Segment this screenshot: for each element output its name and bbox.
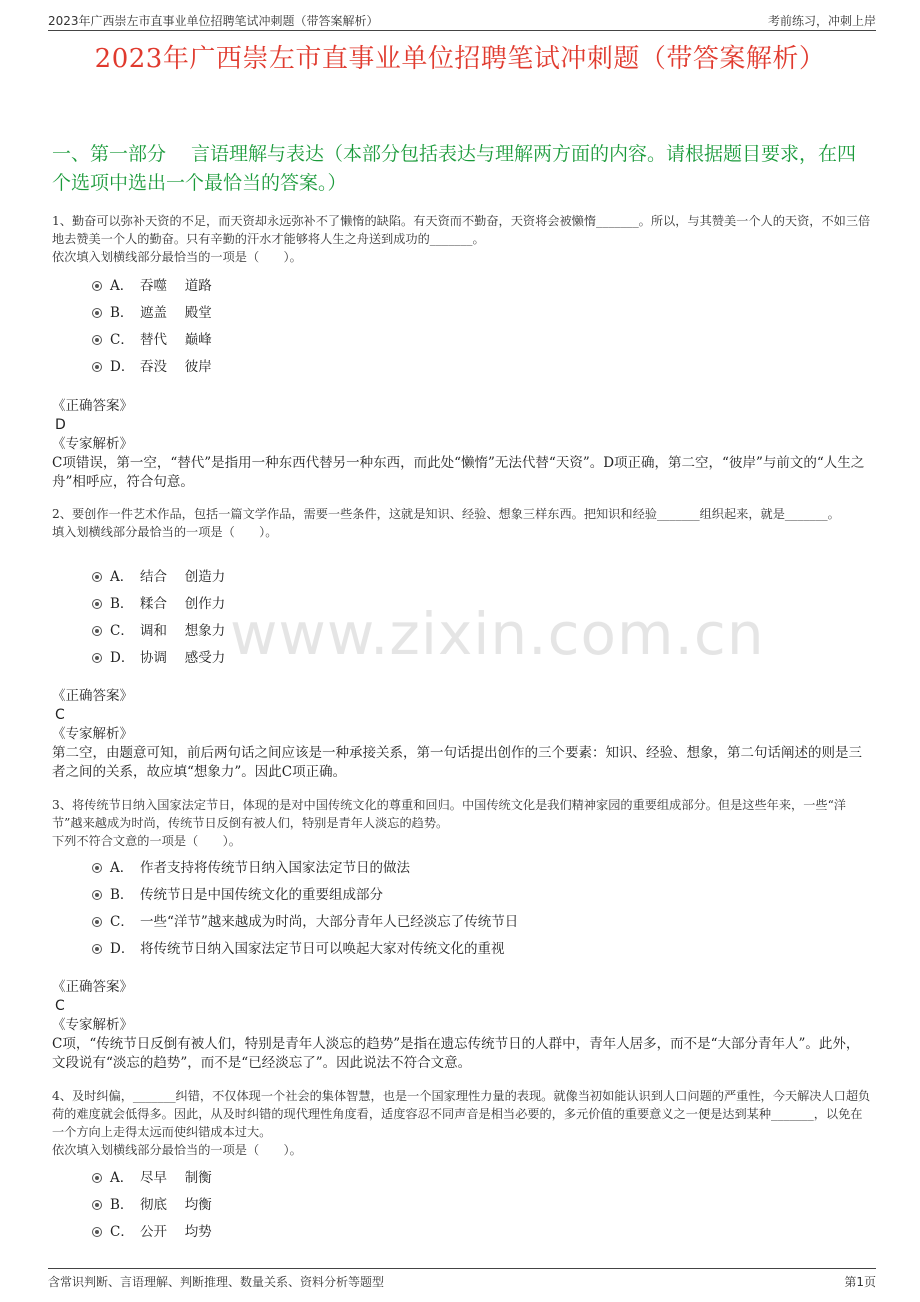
question-stem: 1、勤奋可以弥补天资的不足，而天资却永远弥补不了懒惰的缺陷。有天资而不勤奋，天资将会被懒惰_______。所以，与其赞美一个人的天资，不如三倍地去赞美一个人的勤奋。只有辛勤的汗水才能够将人生之舟送到成功的_______。 bbox=[52, 214, 871, 246]
answer-label: 《正确答案》 bbox=[52, 688, 133, 704]
answer-value: C bbox=[55, 998, 65, 1014]
page-title: 2023年广西崇左市直事业单位招聘笔试冲刺题（带答案解析） bbox=[94, 44, 826, 74]
option-a[interactable]: A． 吞噬 道路 bbox=[92, 270, 792, 297]
explain-label: 《专家解析》 bbox=[52, 726, 133, 742]
question-1 bbox=[52, 212, 872, 266]
option-a[interactable]: A． 作者支持将传统节日纳入国家法定节日的做法 bbox=[92, 852, 792, 879]
option-a[interactable]: A． 尽早 制衡 bbox=[92, 1162, 792, 1189]
radio-icon[interactable] bbox=[92, 1200, 102, 1210]
option-a[interactable]: A． 结合 创造力 bbox=[92, 561, 792, 588]
option-c[interactable]: C． 公开 均势 bbox=[92, 1216, 792, 1243]
question-4 bbox=[52, 1087, 872, 1159]
footer-topics: 含常识判断、言语理解、判断推理、数量关系、资料分析等题型 bbox=[48, 1275, 385, 1289]
radio-icon[interactable] bbox=[92, 944, 102, 954]
options-3 bbox=[92, 852, 792, 960]
explain-label: 《专家解析》 bbox=[52, 436, 133, 452]
option-d[interactable]: D． 将传统节日纳入国家法定节日可以唤起大家对传统文化的重视 bbox=[92, 933, 792, 960]
watermark: www.zixin.com.cn bbox=[230, 600, 765, 668]
radio-icon[interactable] bbox=[92, 1227, 102, 1237]
question-prompt: 依次填入划横线部分最恰当的一项是（ ）。 bbox=[52, 250, 302, 264]
explain-text: C项，“传统节日反倒有被人们，特别是青年人淡忘的趋势”是指在遗忘传统节日的人群中，青年人居多，而不是“大部分青年人”。此外，文段说有“淡忘的趋势”，而不是“已经淡忘了”。因此说法不符合文意。 bbox=[52, 1036, 860, 1071]
radio-icon[interactable] bbox=[92, 917, 102, 927]
radio-icon[interactable] bbox=[92, 626, 102, 636]
page-header bbox=[48, 8, 876, 31]
answer-value: D bbox=[55, 417, 66, 433]
answer-label: 《正确答案》 bbox=[52, 398, 133, 414]
section-heading: 一、第一部分 言语理解与表达（本部分包括表达与理解两方面的内容。请根据题目要求，在四个选项中选出一个最恰当的答案。） bbox=[52, 143, 857, 194]
answer-value: C bbox=[55, 707, 65, 723]
answer-block-1 bbox=[52, 397, 872, 492]
radio-icon[interactable] bbox=[92, 362, 102, 372]
radio-icon[interactable] bbox=[92, 1173, 102, 1183]
answer-block-2 bbox=[52, 687, 872, 782]
option-d[interactable]: D． 吞没 彼岸 bbox=[92, 351, 792, 378]
radio-icon[interactable] bbox=[92, 281, 102, 291]
explain-label: 《专家解析》 bbox=[52, 1017, 133, 1033]
option-c[interactable]: C． 调和 想象力 bbox=[92, 615, 792, 642]
options-1 bbox=[92, 270, 792, 378]
question-stem: 3、将传统节日纳入国家法定节日，体现的是对中国传统文化的尊重和回归。中国传统文化是我们精神家园的重要组成部分。但是这些年来，一些“洋节”越来越成为时尚，传统节日反倒有被人们，特别是青年人淡忘的趋势。 bbox=[52, 798, 846, 830]
question-prompt: 依次填入划横线部分最恰当的一项是（ ）。 bbox=[52, 1143, 302, 1157]
page-number: 第1页 bbox=[844, 1275, 876, 1289]
question-prompt: 下列不符合文意的一项是（ ）。 bbox=[52, 834, 241, 848]
explain-text: 第二空，由题意可知，前后两句话之间应该是一种承接关系，第一句话提出创作的三个要素：知识、经验、想象，第二句话阐述的则是三者之间的关系，故应填“想象力”。因此C项正确。 bbox=[52, 745, 862, 780]
radio-icon[interactable] bbox=[92, 890, 102, 900]
page-footer bbox=[48, 1268, 876, 1291]
question-stem: 2、要创作一件艺术作品，包括一篇文学作品，需要一些条件，这就是知识、经验、想象三样东西。把知识和经验_______组织起来，就是_______。 bbox=[52, 507, 840, 521]
question-prompt: 填入划横线部分最恰当的一项是（ ）。 bbox=[52, 525, 278, 539]
radio-icon[interactable] bbox=[92, 572, 102, 582]
header-doc-title: 2023年广西崇左市直事业单位招聘笔试冲刺题（带答案解析） bbox=[48, 14, 379, 28]
answer-label: 《正确答案》 bbox=[52, 979, 133, 995]
option-b[interactable]: B． 遮盖 殿堂 bbox=[92, 297, 792, 324]
answer-block-3 bbox=[52, 978, 872, 1073]
options-2 bbox=[92, 561, 792, 669]
option-b[interactable]: B． 糅合 创作力 bbox=[92, 588, 792, 615]
radio-icon[interactable] bbox=[92, 335, 102, 345]
option-c[interactable]: C． 一些“洋节”越来越成为时尚，大部分青年人已经淡忘了传统节日 bbox=[92, 906, 792, 933]
options-4 bbox=[92, 1162, 792, 1243]
radio-icon[interactable] bbox=[92, 308, 102, 318]
question-3 bbox=[52, 796, 872, 850]
explain-text: C项错误，第一空，“替代”是指用一种东西代替另一种东西，而此处“懒惰”无法代替“天资”。D项正确，第二空，“彼岸”与前文的“人生之舟”相呼应，符合句意。 bbox=[52, 455, 865, 490]
option-c[interactable]: C． 替代 巅峰 bbox=[92, 324, 792, 351]
question-stem: 4、及时纠偏，_______纠错，不仅体现一个社会的集体智慧，也是一个国家理性力量的表现。就像当初如能认识到人口问题的严重性，今天解决人口超负荷的难度就会低得多。因此，从及时纠错的现代理性角度看，适度容忍不同声音是相当必要的，多元价值的重要意义之一便是达到某种_______，以免在一个方向上走得太远而使纠错成本过大。 bbox=[52, 1089, 871, 1139]
radio-icon[interactable] bbox=[92, 599, 102, 609]
option-b[interactable]: B． 彻底 均衡 bbox=[92, 1189, 792, 1216]
header-slogan: 考前练习，冲刺上岸 bbox=[767, 14, 876, 28]
option-d[interactable]: D． 协调 感受力 bbox=[92, 642, 792, 669]
question-2 bbox=[52, 505, 872, 541]
radio-icon[interactable] bbox=[92, 863, 102, 873]
option-b[interactable]: B． 传统节日是中国传统文化的重要组成部分 bbox=[92, 879, 792, 906]
radio-icon[interactable] bbox=[92, 653, 102, 663]
